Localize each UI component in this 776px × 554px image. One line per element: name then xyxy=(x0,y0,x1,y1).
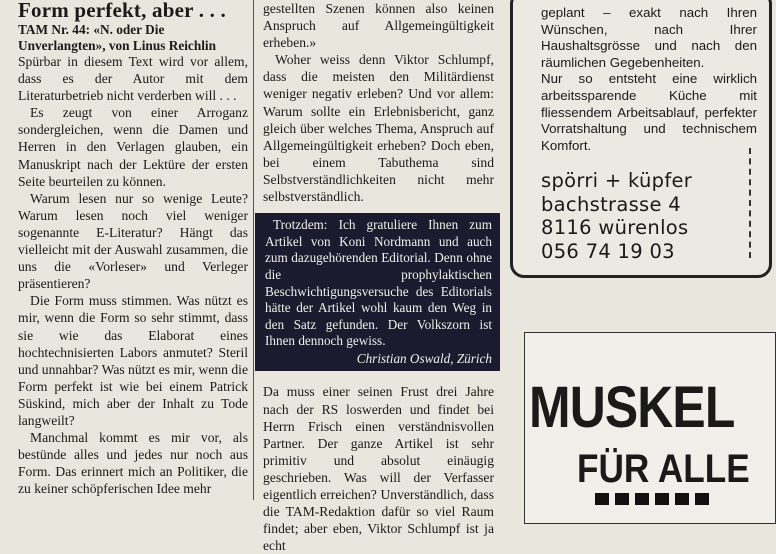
dashed-cut-line xyxy=(749,148,753,258)
letter-signature: Christian Oswald, Zürich xyxy=(356,350,492,366)
letter-paragraph: Da muss einer seinen Frust drei Jahre nach der RS loswerden und findet bei Herrn Frisch einen verständnisvollen Partner. Der ganze Artikel ist sehr primitiv und absolut einäugig geschrieben. Was will der Verfasser eigentlich erreichen? Unverständlich, dass die TAM-Redaktion dafür so viel Raum findet; aber eben, Viktor Schlumpf ist ja echt xyxy=(263,384,494,554)
column-divider xyxy=(253,0,254,500)
letter-paragraph: gestellten Szenen können also keinen Anspruch auf Allgemeingültigkeit erheben.» xyxy=(263,1,494,51)
ads-column xyxy=(502,0,757,500)
letter-paragraph: Warum lesen nur so wenige Leute? Warum lesen noch viel weniger sogenannte E-Literatur? Hängt das vielleicht mit der Auswahl zusammen, die uns die «Vorleser» und Verleger präsentieren? xyxy=(18,190,248,292)
ad-text: geplant – exakt nach Ihren Wünschen, nach Ihrer Haushaltsgrösse und nach den räumlichen Gegebenheiten. xyxy=(541,5,757,70)
phone-number: 056 74 19 03 xyxy=(541,239,675,263)
letter-paragraph: Spürbar in diesem Text wird vor allem, dass es der Autor mit dem Literaturbetrieb nicht verderben will . . . xyxy=(18,54,248,104)
city: 8116 würenlos xyxy=(541,216,689,239)
kitchen-ad xyxy=(510,0,772,278)
ad-address xyxy=(541,169,692,263)
muskel-ad xyxy=(524,332,776,524)
highlighted-letter-text: Trotzdem: Ich gratuliere Ihnen zum Artikel von Koni Nordmann und auch zum dazugehörenden Editorial. Denn ohne die prophylaktischen Beschwichtigungsversuche des Editorials hätte der Artikel wohl kaum den Weg in den Satz gefunden. Der Volkszorn ist Ihnen dennoch gewiss. xyxy=(265,217,492,349)
street: bachstrasse 4 xyxy=(541,192,681,216)
highlighted-letter-box xyxy=(255,213,500,371)
letter-paragraph: Die Form muss stimmen. Was nützt es mir, wenn die Form so sehr stimmt, dass sie wie das Elaborat eines hochtechnisierten Labors anmutet? Steril und unnahbar? Was nützt es mir, wenn die Form perfekt ist wie bei einem Patrick Süskind, mich aber der Inhalt zu Tode langweilt? xyxy=(18,293,248,428)
letter-paragraph: Manchmal kommt es mir vor, als bestünde alles und jedes nur noch aus Form. Das erinnert mich an Politiker, die zu keiner schöpferischen Idee mehr xyxy=(18,430,248,497)
company-name: spörri + küpfer xyxy=(541,169,693,192)
letter-reference: TAM Nr. 44: «N. oder Die Unverlangten», von Linus Reichlin xyxy=(18,22,217,53)
letter-column xyxy=(0,0,252,500)
ad-text: Nur so entsteht eine wirklich arbeitssparende Küche mit fliessendem Arbeitsablauf, perfekter Vorratshaltung und technischem Komfort. xyxy=(541,71,757,153)
letter-paragraph: Es zeugt von einer Arroganz sondergleichen, wenn die Damen und Herren in den Verlagen glauben, ein Manuskript nach der Lektüre der ersten Seite beurteilen zu können. xyxy=(18,105,248,189)
muskel-ad-title: MUSKEL xyxy=(529,375,735,440)
muskel-ad-subtitle: FÜR ALLE xyxy=(577,447,750,491)
letters-column-2 xyxy=(255,0,500,554)
cut-off-text-fragment xyxy=(595,493,715,505)
letter-paragraph: Woher weiss denn Viktor Schlumpf, dass die meisten den Militärdienst weniger negativ erleben? Und vor allem: Warum sollte ein Erlebnisbericht, ganz gleich über welches Thema, Anspruch auf Allgemeingültigkeit erheben? Doch eben, bei einem Tabuthema sind Selbstverständlichkeiten nicht mehr selbstverständlich. xyxy=(263,52,494,205)
letter-headline: Form perfekt, aber . . . xyxy=(18,0,226,22)
